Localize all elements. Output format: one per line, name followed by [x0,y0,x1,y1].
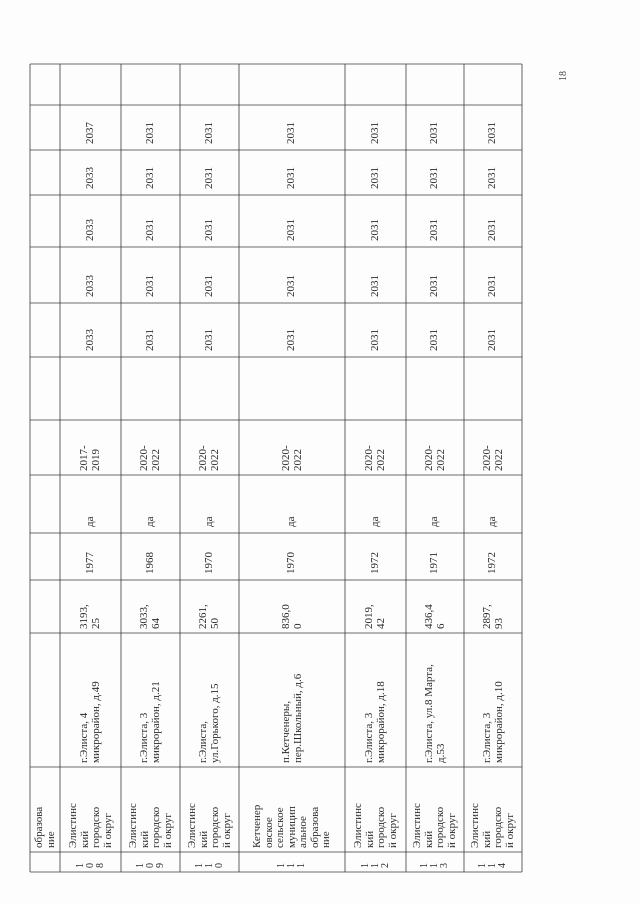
row-1-num [60,852,121,872]
row-3-area-line: 2261, [197,604,209,629]
row-1-yes: да [83,516,96,527]
header-fragment-line: ние [44,831,56,848]
row-3-y3: 2031 [202,219,215,241]
row-6-num-line: 3 [439,863,450,868]
row-6-num-line: 1 [429,863,440,868]
row-7-num-line: 4 [497,863,508,868]
row-7-owner [464,767,522,852]
row-3-y5: 2031 [202,122,215,144]
row-1-owner-line: й округ [101,813,113,848]
row-4-y5: 2031 [285,122,298,144]
row-3-address [180,633,239,767]
row-4-area [239,580,345,633]
row-1-area [60,580,121,633]
row-4-year: 1970 [285,552,298,574]
row-5-y3: 2031 [368,219,381,241]
row-6-owner-line: кий [422,830,435,848]
row-5-num [345,852,406,872]
row-7-owner-line: Элистинс [469,803,481,848]
row-5-num-line: 2 [379,863,391,868]
row-2-owner-line: городско [149,806,162,848]
row-7-y4: 2031 [486,167,499,189]
row-3-period-line: 2020- [197,445,209,471]
row-3-area-line: 50 [208,618,221,629]
row-6-y3: 2031 [428,219,441,241]
row-2-yes: да [143,516,156,527]
row-1-y1: 2033 [83,329,96,351]
row-4-num-line: 1 [296,863,307,868]
row-2-num [121,852,180,872]
row-4-area-line: 0 [291,623,303,629]
row-1-address [60,633,121,767]
row-1-owner-line: Элистинс [66,803,79,848]
row-4-y2: 2031 [285,275,298,297]
row-6-owner-line: й округ [445,813,458,848]
row-6-owner-line: городско [434,806,446,848]
row-7-owner-line: й округ [503,813,516,848]
row-7-y2: 2031 [486,275,499,297]
row-7-num-line: 1 [477,863,488,868]
row-5-address-line: микрорайон, д.18 [374,681,387,763]
row-6-owner [406,767,464,852]
row-2-period [121,420,180,475]
row-2-area-line: 3033, [138,604,150,629]
row-5-period [345,420,406,475]
row-7-address [464,633,522,767]
row-4-y1: 2031 [285,329,298,351]
row-6-owner-line: Элистинс [411,803,423,848]
row-7-period-line: 2020- [480,445,493,471]
row-7-num [464,852,522,872]
row-7-area [464,580,522,633]
row-7-area-line: 93 [492,618,504,629]
row-4-yes: да [285,516,298,527]
row-5-owner-line: кий [363,830,375,848]
row-7-address-line: г.Элиста, 3 [480,712,493,763]
row-6-y1: 2031 [428,329,441,351]
row-7-period [464,420,522,475]
row-6-period [406,420,464,475]
row-3-yes: да [202,516,215,527]
row-2-address [121,633,180,767]
row-2-owner-line: й округ [161,813,173,848]
row-2-period-line: 2022 [149,449,162,471]
row-1-owner-line: городско [89,806,102,848]
row-6-period-line: 2022 [434,449,446,471]
row-5-y1: 2031 [368,329,381,351]
row-3-area [180,580,239,633]
row-3-y1: 2031 [202,329,215,351]
row-6-period-line: 2020- [422,445,435,471]
row-6-yes: да [428,516,441,527]
row-5-year: 1972 [368,552,381,574]
row-6-area [406,580,464,633]
row-2-num-line: 1 [134,863,146,868]
row-2-y3: 2031 [143,219,156,241]
row-4-area-line: 836,0 [279,604,292,629]
row-6-address-line: г.Элиста, ул.8 Марта, [422,664,435,763]
row-1-period-line: 2019 [89,449,102,471]
row-4-owner-line: образова [308,806,321,848]
row-6-num [406,852,464,872]
row-4-owner-line: сельское [273,807,286,848]
row-2-y4: 2031 [143,167,156,189]
row-2-period-line: 2020- [138,445,150,471]
row-4-num-line: 1 [276,863,287,868]
row-3-period-line: 2022 [208,449,221,471]
row-1-year: 1977 [83,552,96,574]
row-4-owner-line: овское [262,817,275,848]
row-2-address-line: микрорайон, д.21 [149,681,162,763]
row-4-address-line: п.Кетченеры, [279,700,292,763]
row-7-num-line: 1 [487,863,498,868]
row-1-num-line: 8 [94,863,106,868]
row-6-year: 1971 [428,552,441,574]
row-1-y5: 2037 [83,122,96,144]
row-2-y5: 2031 [143,122,156,144]
row-6-y2: 2031 [428,275,441,297]
page-number: 18 [558,71,569,81]
row-4-num [239,852,345,872]
row-5-owner-line: городско [374,806,387,848]
row-1-area-line: 25 [89,618,102,629]
row-5-address [345,633,406,767]
row-1-y2: 2033 [83,275,96,297]
row-5-period-line: 2022 [374,449,387,471]
row-3-year: 1970 [202,552,215,574]
row-7-y1: 2031 [486,329,499,351]
row-3-y4: 2031 [202,167,215,189]
row-3-address-line: г.Элиста, [197,721,209,763]
row-3-num-line: 1 [193,863,205,868]
row-2-owner [121,767,180,852]
row-2-area [121,580,180,633]
row-7-owner-line: кий [480,830,493,848]
row-5-num-line: 1 [359,863,371,868]
row-5-owner [345,767,406,852]
row-4-owner [239,767,345,852]
row-6-y5: 2031 [428,122,441,144]
row-3-owner-line: городско [208,806,221,848]
row-5-num-line: 1 [369,863,381,868]
row-6-y4: 2031 [428,167,441,189]
row-1-owner-line: кий [78,830,90,848]
row-4-y3: 2031 [285,219,298,241]
row-1-address-line: г.Элиста, 4 [78,712,90,763]
row-1-y3: 2033 [83,219,96,241]
row-2-owner-line: кий [138,830,150,848]
row-1-area-line: 3193, [78,604,90,629]
row-4-period [239,420,345,475]
row-4-owner-line: альное [296,816,309,848]
row-2-y1: 2031 [143,329,156,351]
row-2-area-line: 64 [149,618,162,629]
row-5-area [345,580,406,633]
row-7-address-line: микрорайон, д.10 [492,681,504,763]
row-1-period-line: 2017- [78,445,90,471]
row-6-address-line: д.53 [434,743,446,763]
row-5-address-line: г.Элиста, 3 [363,712,375,763]
row-5-area-line: 42 [374,618,387,629]
row-2-num-line: 0 [144,863,156,868]
row-6-address [406,633,464,767]
row-5-y4: 2031 [368,167,381,189]
row-4-owner-line: муницип [285,806,298,848]
row-2-num-line: 9 [154,863,166,868]
row-5-owner-line: й округ [386,813,398,848]
row-6-area-line: 6 [434,623,446,629]
row-3-num-line: 1 [203,863,215,868]
row-4-address [239,633,345,767]
row-2-address-line: г.Элиста, 3 [138,712,150,763]
row-3-num [180,852,239,872]
row-1-address-line: микрорайон, д.49 [89,681,102,763]
row-1-owner [60,767,121,852]
row-2-y2: 2031 [143,275,156,297]
row-3-owner-line: кий [197,830,209,848]
row-5-y2: 2031 [368,275,381,297]
row-7-period-line: 2022 [492,449,504,471]
row-4-address-line: пер.Школьный, д.6 [291,673,303,763]
row-3-y2: 2031 [202,275,215,297]
row-7-y5: 2031 [486,122,499,144]
row-4-period-line: 2020- [279,445,292,471]
row-3-owner [180,767,239,852]
row-4-owner-line: Кетченер [250,804,263,848]
row-7-y3: 2031 [486,219,499,241]
row-3-num-line: 0 [213,863,225,868]
row-5-period-line: 2020- [363,445,375,471]
header-fragment [30,64,60,852]
header-fragment-line: образова [32,806,45,848]
row-4-period-line: 2022 [291,449,303,471]
row-1-num-line: 0 [84,863,96,868]
row-7-area-line: 2897, [480,604,493,629]
row-5-y5: 2031 [368,122,381,144]
row-2-owner-line: Элистинс [126,803,139,848]
row-1-y4: 2033 [83,167,96,189]
row-2-year: 1968 [143,552,156,574]
row-7-yes: да [486,516,499,527]
row-1-num-line: 1 [74,863,86,868]
row-6-num-line: 1 [419,863,430,868]
row-4-num-line: 1 [286,863,297,868]
row-6-area-line: 436,4 [422,604,435,629]
row-7-owner-line: городско [492,806,504,848]
row-5-area-line: 2019, [363,604,375,629]
row-3-period [180,420,239,475]
row-3-owner-line: Элистинс [185,803,198,848]
row-5-yes: да [368,516,381,527]
row-1-period [60,420,121,475]
row-3-owner-line: й округ [220,813,232,848]
row-3-address-line: ул.Горького, д.15 [208,683,221,763]
row-5-owner-line: Элистинс [351,803,364,848]
row-4-y4: 2031 [285,167,298,189]
row-4-owner-line: ние [319,831,332,848]
row-7-year: 1972 [486,552,499,574]
